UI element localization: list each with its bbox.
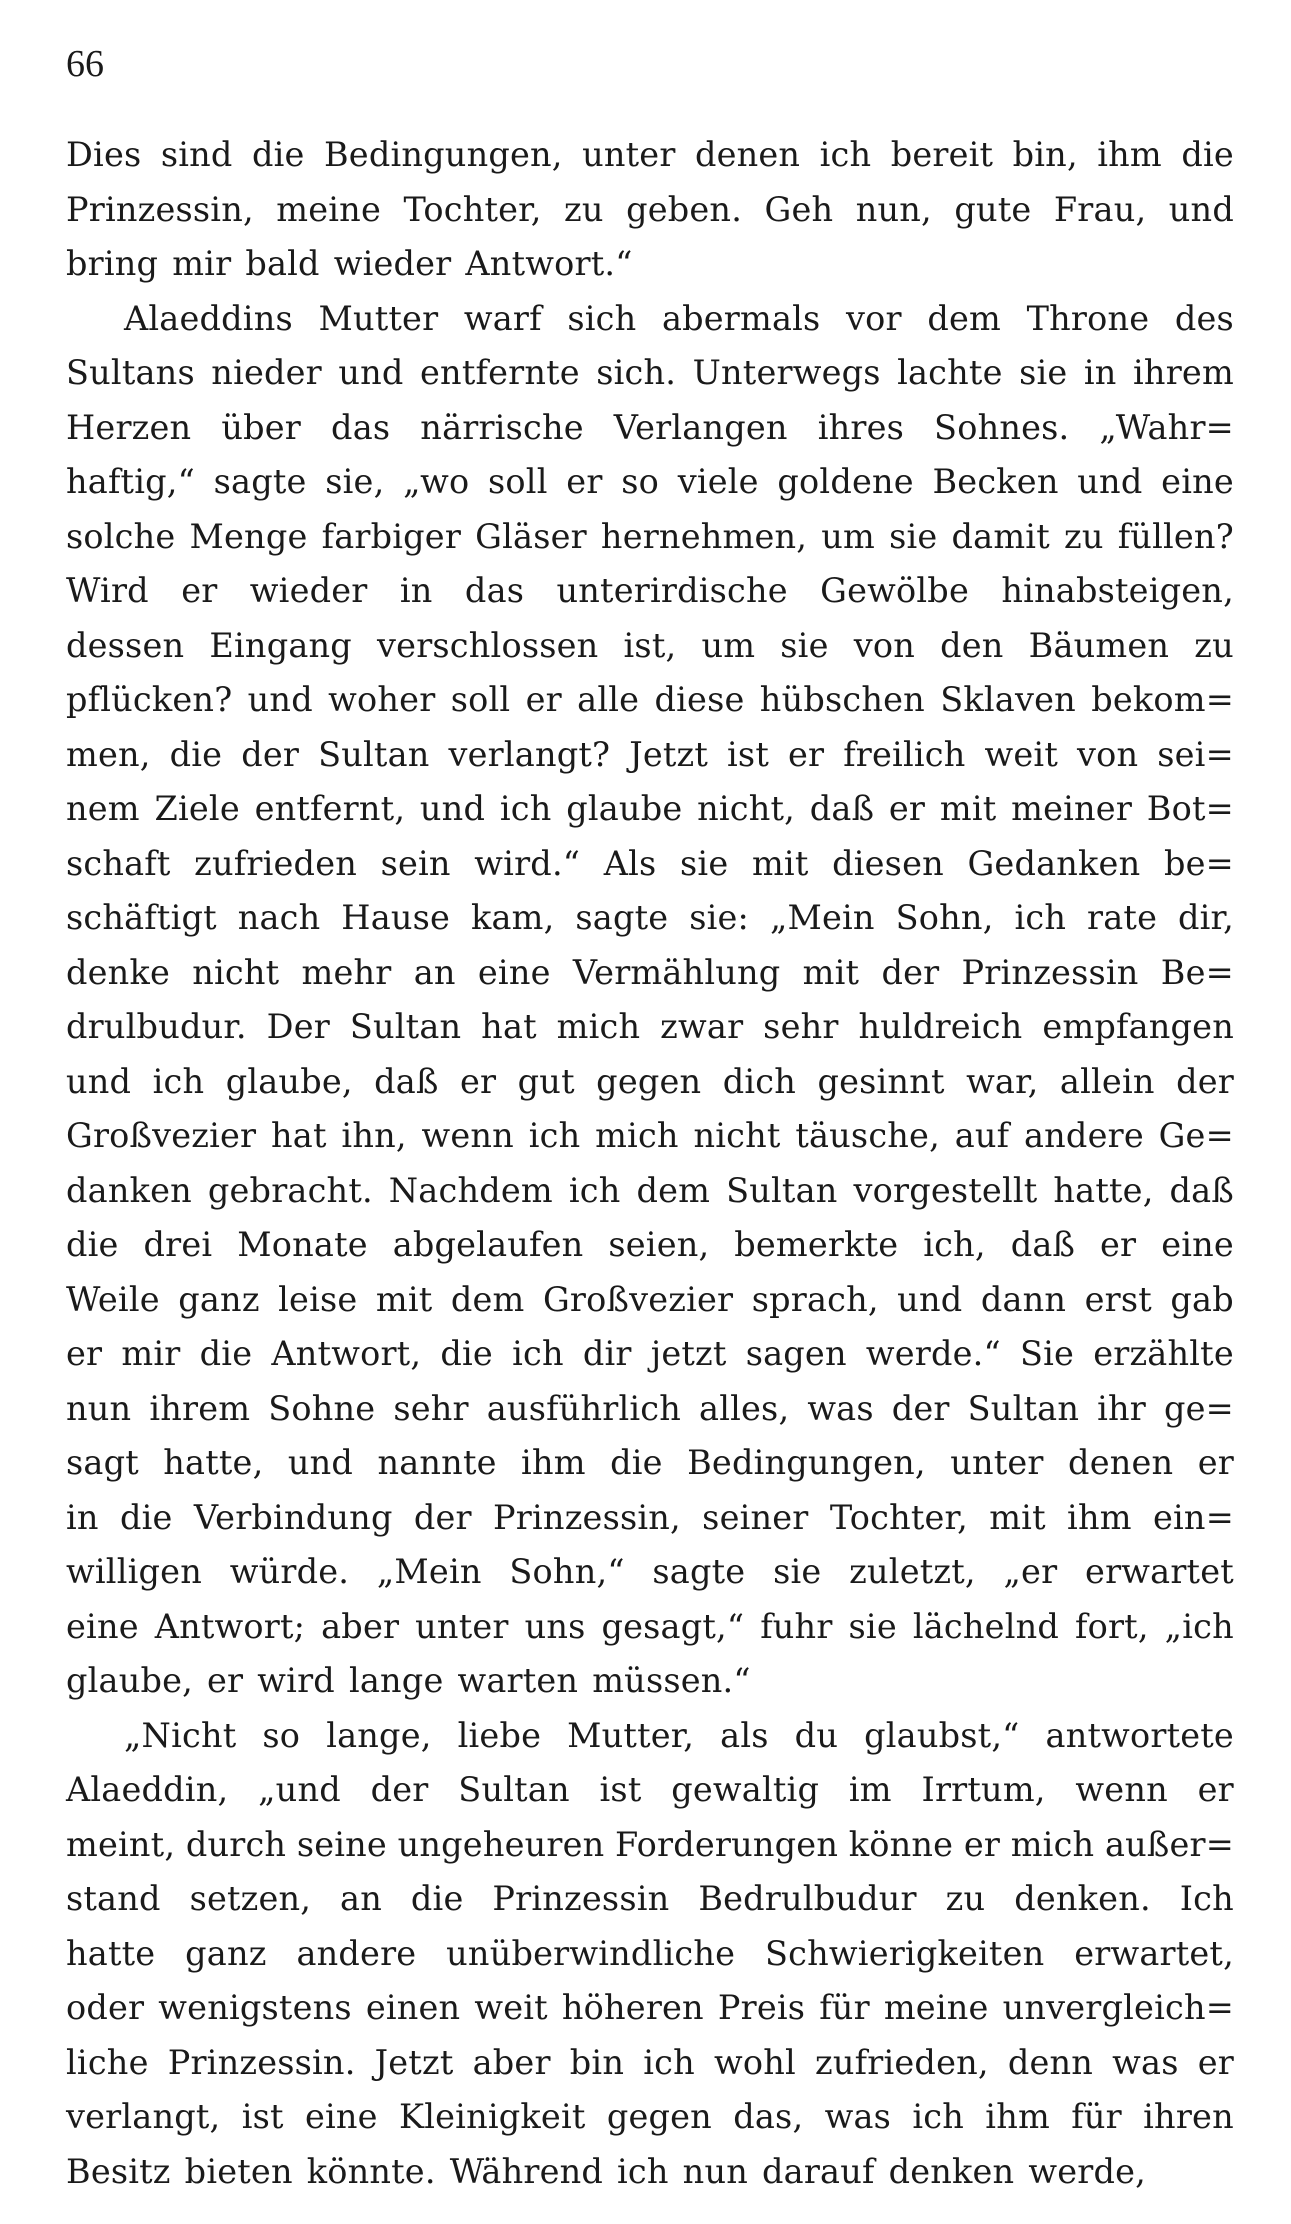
text-line: Herzen über das närrische Verlangen ihres Sohnes. „Wahr= — [66, 407, 1234, 447]
text-line: danken gebracht. Nachdem ich dem Sultan vorgestellt hatte, daß — [66, 1170, 1234, 1210]
text-line: und ich glaube, daß er gut gegen dich gesinnt war, allein der — [66, 1061, 1234, 1101]
text-line: glaube, er wird lange warten müssen.“ — [66, 1661, 751, 1700]
text-line: verlangt, ist eine Kleinigkeit gegen das, was ich ihm für ihren — [66, 2097, 1234, 2136]
text-line: denke nicht mehr an eine Vermählung mit der Prinzessin Be= — [66, 952, 1234, 992]
page-number: 66 — [66, 43, 104, 85]
text-line: die drei Monate abgelaufen seien, bemerkte ich, daß er eine — [66, 1225, 1234, 1264]
text-line: dessen Eingang verschlossen ist, um sie von den Bäumen zu — [66, 625, 1234, 665]
text-line: hatte ganz andere unüberwindliche Schwierigkeiten erwartet, — [66, 1933, 1234, 1973]
text-line: nem Ziele entfernt, und ich glaube nicht, daß er mit meiner Bot= — [66, 789, 1234, 828]
paragraph — [66, 292, 1234, 1709]
text-line: haftig,“ sagte sie, „wo soll er so viele goldene Becken und eine — [66, 462, 1234, 501]
text-line: nun ihrem Sohne sehr ausführlich alles, was der Sultan ihr ge= — [66, 1388, 1234, 1428]
body-text — [66, 128, 1234, 2199]
text-line: oder wenigstens einen weit höheren Preis für meine unvergleich= — [66, 1988, 1234, 2027]
text-line: Besitz bieten könnte. Während ich nun darauf denken werde, — [66, 2151, 1146, 2191]
text-line: willigen würde. „Mein Sohn,“ sagte sie zuletzt, „er erwartet — [66, 1552, 1234, 1591]
text-line: pflücken? und woher soll er alle diese hübschen Sklaven bekom= — [66, 680, 1234, 719]
text-line: meint, durch seine ungeheuren Forderungen könne er mich außer= — [66, 1824, 1234, 1864]
text-line: in die Verbindung der Prinzessin, seiner Tochter, mit ihm ein= — [66, 1497, 1234, 1537]
text-line: solche Menge farbiger Gläser hernehmen, um sie damit zu füllen? — [66, 516, 1234, 556]
text-line: sagt hatte, und nannte ihm die Bedingungen, unter denen er — [66, 1443, 1234, 1482]
text-line: eine Antwort; aber unter uns gesagt,“ fuhr sie lächelnd fort, „ich — [66, 1606, 1234, 1646]
paragraph — [66, 128, 1234, 292]
text-line: drulbudur. Der Sultan hat mich zwar sehr huldreich empfangen — [66, 1007, 1234, 1046]
text-line: Großvezier hat ihn, wenn ich mich nicht täusche, auf andere Ge= — [66, 1116, 1234, 1155]
text-line: Weile ganz leise mit dem Großvezier sprach, und dann erst gab — [66, 1279, 1234, 1319]
text-line: bring mir bald wieder Antwort.“ — [66, 244, 633, 283]
text-line: Alaeddins Mutter warf sich abermals vor dem Throne des — [124, 298, 1234, 338]
text-line: men, die der Sultan verlangt? Jetzt ist er freilich weit von sei= — [66, 734, 1234, 774]
text-line: er mir die Antwort, die ich dir jetzt sagen werde.“ Sie erzählte — [66, 1334, 1234, 1373]
text-line: „Nicht so lange, liebe Mutter, als du glaubst,“ antwortete — [124, 1715, 1234, 1755]
text-line: liche Prinzessin. Jetzt aber bin ich wohl zufrieden, denn was er — [66, 2042, 1234, 2082]
text-line: schaft zufrieden sein wird.“ Als sie mit diesen Gedanken be= — [66, 843, 1234, 883]
text-line: stand setzen, an die Prinzessin Bedrulbudur zu denken. Ich — [66, 1879, 1234, 1918]
text-line: Sultans nieder und entfernte sich. Unterwegs lachte sie in ihrem — [66, 353, 1234, 392]
text-line: Dies sind die Bedingungen, unter denen ich bereit bin, ihm die — [66, 135, 1234, 174]
paragraph — [66, 1709, 1234, 2200]
text-line: schäftigt nach Hause kam, sagte sie: „Mein Sohn, ich rate dir, — [66, 898, 1234, 937]
text-line: Prinzessin, meine Tochter, zu geben. Geh nun, gute Frau, und — [66, 189, 1234, 229]
text-line: Wird er wieder in das unterirdische Gewölbe hinabsteigen, — [66, 571, 1234, 610]
text-line: Alaeddin, „und der Sultan ist gewaltig im Irrtum, wenn er — [66, 1770, 1234, 1809]
